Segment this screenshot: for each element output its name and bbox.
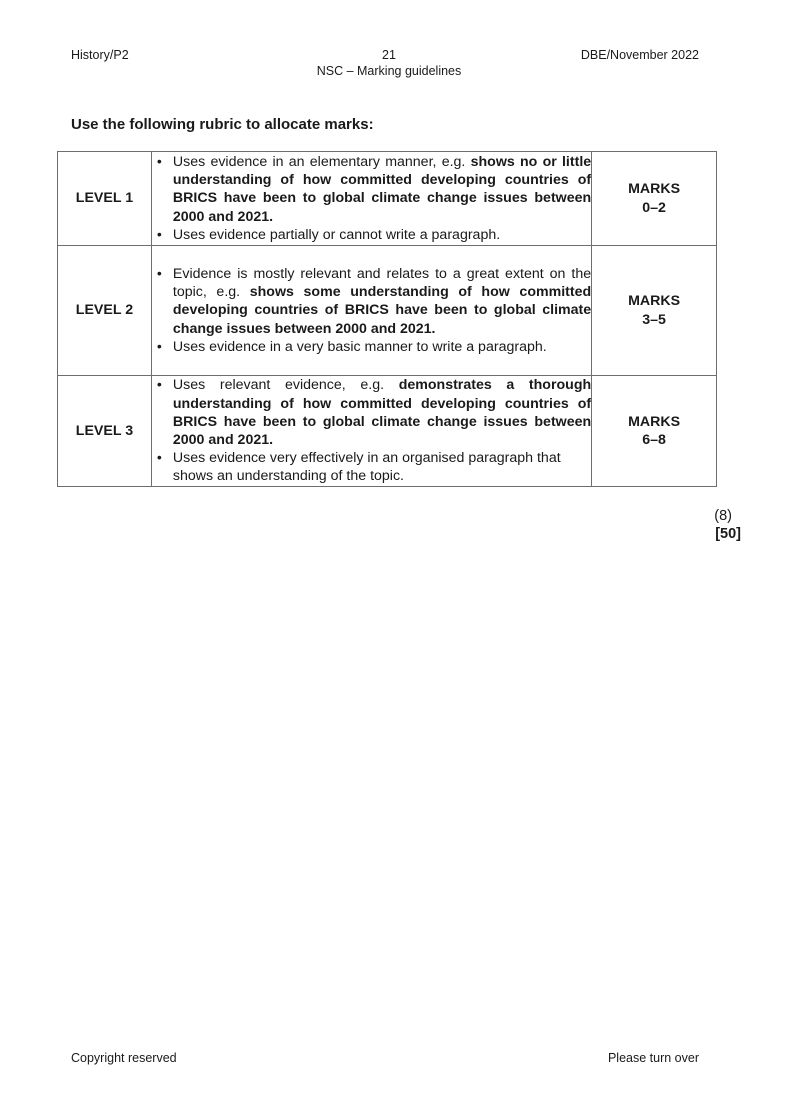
criteria-text: Uses evidence in an elementary manner, e.g. — [172, 153, 471, 170]
rubric-row-level-3 — [58, 376, 717, 487]
criteria-text: Evidence is mostly relevant and relates to a great extent on the topic, e.g. — [172, 265, 592, 301]
level-marks — [592, 246, 717, 376]
question-subtotal: (8) — [714, 508, 732, 524]
criteria-text: Uses evidence partially or cannot write a paragraph. — [172, 226, 501, 243]
marks-label: MARKS — [628, 181, 681, 198]
criteria-text: Uses relevant evidence, e.g. — [172, 377, 399, 394]
level-criteria — [151, 152, 591, 246]
criteria-bullet — [173, 226, 591, 244]
rubric-row-level-2 — [58, 246, 717, 376]
marks-range: 3–5 — [642, 311, 666, 328]
rubric-table — [57, 151, 717, 487]
criteria-text: Uses evidence in a very basic manner to write a paragraph. — [172, 338, 547, 355]
criteria-bold-text: shows no or little understanding of how committed developing countries of BRICS have been to global climate change issues between 2000 and 2021. — [172, 153, 592, 225]
criteria-bold-text: shows some understanding of how committed developing countries of BRICS have been to global climate change issues between 2000 and 2021. — [172, 284, 592, 337]
level-marks — [592, 376, 717, 487]
criteria-bullet — [173, 338, 591, 356]
marks-range: 6–8 — [642, 432, 666, 448]
level-criteria — [151, 376, 591, 487]
criteria-bullet — [173, 376, 591, 449]
level-criteria — [151, 246, 591, 376]
rubric-instruction: Use the following rubric to allocate marks: — [71, 116, 374, 133]
marks-label: MARKS — [628, 413, 681, 430]
marks-label: MARKS — [628, 293, 681, 310]
question-grand-total: [50] — [715, 526, 741, 542]
footer-turn-over: Please turn over — [607, 1051, 699, 1065]
criteria-bold-text: demonstrates a thorough understanding of how committed developing countries of BRICS have been to global climate change issues between 2000 and 2021. — [172, 377, 592, 448]
footer-copyright: Copyright reserved — [71, 1051, 177, 1065]
level-label: LEVEL 2 — [58, 246, 152, 376]
criteria-bullet — [173, 153, 591, 226]
level-label: LEVEL 1 — [58, 152, 152, 246]
marks-range: 0–2 — [642, 199, 666, 216]
header-subtitle: NSC – Marking guidelines — [316, 64, 462, 78]
level-label: LEVEL 3 — [58, 376, 152, 487]
criteria-bullet — [173, 265, 591, 338]
rubric-row-level-1 — [58, 152, 717, 246]
page-number: 21 — [382, 48, 396, 62]
level-marks — [592, 152, 717, 246]
criteria-text: Uses evidence very effectively in an organised paragraph that shows an understanding of the topic. — [172, 450, 561, 485]
header-subject: History/P2 — [71, 48, 129, 62]
header-exam-date: DBE/November 2022 — [580, 48, 699, 62]
criteria-bullet — [173, 449, 591, 485]
